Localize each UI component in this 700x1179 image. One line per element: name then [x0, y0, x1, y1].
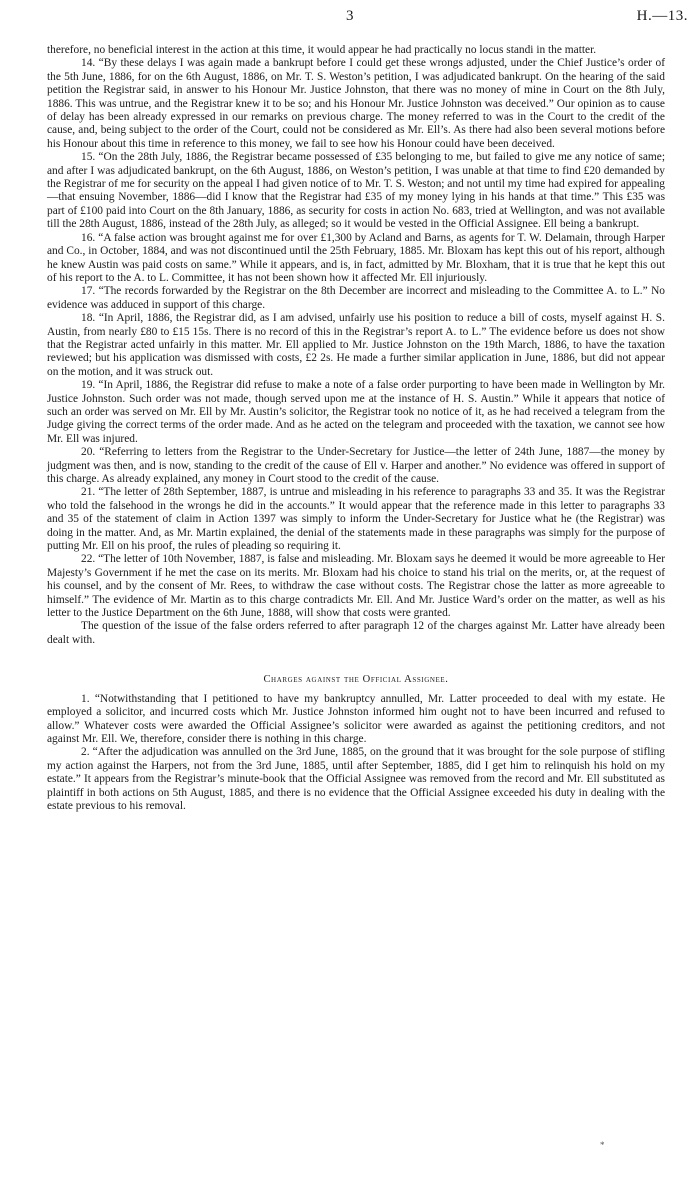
page-number: 3 [346, 8, 354, 24]
paragraph-continuation: therefore, no beneficial interest in the action at this time, it would appear he had practically no locus standi in the matter. [47, 44, 597, 56]
paragraph-14: 14. “By these delays I was again made a bankrupt before I could get these wrongs adjusted, under the Chief Justice’s order of the 5th June, 1886, for on the 6th August, 1886, on Mr. T. S. Weston’s petition, I was adjudicated bankrupt. On the hearing of the said petition the Registrar said, in answer to his Honour Mr. Justice Johnston, that there was no money of mine in Court on the 8th July, 1886. This was untrue, and the Registrar knew it to be so; and his Honour Mr. Justice Johnston was deceived.” Our opinion as to cause of delay has been already expressed in our remarks on previous charge. The money referred to was in the Court to the credit of the cause, and, being subject to the order of the Court, could not be considered as Mr. Ell’s. As there had also been several motions before his Honour about this time in reference to this money, we fail to see how his Honour could have been deceived. [47, 57, 665, 150]
paragraph-18: 18. “In April, 1886, the Registrar did, as I am advised, unfairly use his position to reduce a bill of costs, myself against H. S. Austin, from nearly £80 to £15 15s. There is no record of this in the Registrar’s report A. to L.” The evidence before us does not show that the Registrar acted unfairly in this matter. Mr. Ell applied to Mr. Justice Johnston on the 19th March, 1886, to have the taxation reviewed; but his application was dismissed with costs, £2 2s. He made a further similar application in June, 1886, but did not appear on the motion, and it was struck out. [47, 312, 665, 378]
paragraph-20: 20. “Referring to letters from the Registrar to the Under-Secretary for Justice—the letter of 24th June, 1887—the money by judgment was then, and is now, standing to the credit of the cause of Ell v. Harper and another.” No evidence was offered in support of this charge. As already explained, any money in Court stood to the credit of the cause. [47, 446, 665, 485]
document-body [47, 44, 665, 813]
footer-mark: * [600, 1140, 605, 1150]
assignee-charge-2: 2. “After the adjudication was annulled on the 3rd June, 1885, on the ground that it was brought for the sole purpose of stifling my action against the Harpers, not from the 3rd June, 1885, until after September, 1885, did I get him to relinquish his hold on my estate.” It appears from the Registrar’s minute-book that the Official Assignee was removed from the record and Mr. Ell substituted as plaintiff in both actions on 5th August, 1885, and there is no evidence that the Official Assignee exceeded his duty in dealing with the estate previous to his removal. [47, 746, 665, 812]
paragraph-16: 16. “A false action was brought against me for over £1,300 by Acland and Barns, as agents for T. W. Delamain, through Harper and Co., in October, 1884, and was not discontinued until the 25th February, 1885. Mr. Bloxam has kept this out of his report, although he knew Austin was paid costs on same.” While it appears, and is, in fact, admitted by Mr. Bloxham, that it is true that he kept this out of his report to the A. to L. Committee, it has not been shown how it affected Mr. Ell injuriously. [47, 231, 665, 284]
assignee-charge-1: 1. “Notwithstanding that I petitioned to have my bankruptcy annulled, Mr. Latter proceeded to deal with my estate. He employed a solicitor, and incurred costs which Mr. Justice Johnston informed him ought not to have been incurred and refused to allow.” Whatever costs were awarded the Official Assignee’s solicitor were awarded as against the petitioning creditors, and not against Mr. Ell. We, therefore, consider there is nothing in this charge. [47, 692, 665, 745]
paragraph-22: 22. “The letter of 10th November, 1887, is false and misleading. Mr. Bloxam says he deemed it would be more agreeable to Her Majesty’s Government if he met the case on its merits. Mr. Bloxam had his choice to stand his trial on the merits, or, at the request of his counsel, and by the consent of Mr. Rees, to withdraw the case without costs. The Registrar chose the latter as more agreeable to himself.” The evidence of Mr. Martin as to this charge contradicts Mr. Ell. And Mr. Justice Ward’s order on the matter, as well as his letter to the Justice Department on the 6th June, 1888, will show that costs were granted. [47, 553, 665, 620]
paragraph-15: 15. “On the 28th July, 1886, the Registrar became possessed of £35 belonging to me, but failed to give me any notice of same; and after I was adjudicated bankrupt, on the 6th August, 1886, on Weston’s petition, I was unable at that time to find £20 demanded by the Registrar of me for security on the appeal I had given notice of to Mr. T. S. Weston; and not until my time had expired for appealing—that ensuing November, 1886—did I know that the Registrar had £35 of my money lying in his hands at that time.” This £35 was part of £100 paid into Court on the 8th January, 1886, as security for costs in action No. 683, tried at Wellington, and was not available till the 28th August, 1886, instead of the 28th July, as alleged; so it would be vested in the Official Assignee. Ell being a bankrupt. [47, 151, 665, 231]
page-header [0, 8, 700, 30]
document-reference: H.—13. [636, 8, 688, 24]
paragraph-17: 17. “The records forwarded by the Registrar on the 8th December are incorrect and misleading to the Committee A. to L.” No evidence was adduced in support of this charge. [47, 285, 665, 311]
paragraph-21: 21. “The letter of 28th September, 1887, is untrue and misleading in his reference to paragraphs 33 and 35. It was the Registrar who told the falsehood in the wrongs he did in the accounts.” It would appear that the reference made in this letter to paragraphs 33 and 35 of the statement of claim in Action 1397 was simply to inform the Under-Secretary for Justice what he (the Registrar) was doing in the matter. And, as Mr. Martin explained, the denial of the statements made in these paragraphs was simply for the purpose of putting Mr. Ell on his proof, the rules of pleading so requiring it. [47, 486, 665, 553]
section-heading: Charges against the Official Assignee. [263, 674, 449, 686]
paragraph-19: 19. “In April, 1886, the Registrar did refuse to make a note of a false order purporting to have been made in Wellington by Mr. Justice Johnston. Such order was not made, though served upon me at the instance of H. S. Austin.” While it appears that notice of such an order was served on Mr. Ell by Mr. Austin’s solicitor, the Registrar took no notice of it, as he had received a telegram from the Judge giving the correct terms of the order made. And as he acted on the telegram and proceeded with the taxation, we cannot see how Mr. Ell was injured. [47, 379, 665, 445]
paragraph-false-orders: The question of the issue of the false orders referred to after paragraph 12 of the charges against Mr. Latter have already been dealt with. [47, 620, 665, 646]
